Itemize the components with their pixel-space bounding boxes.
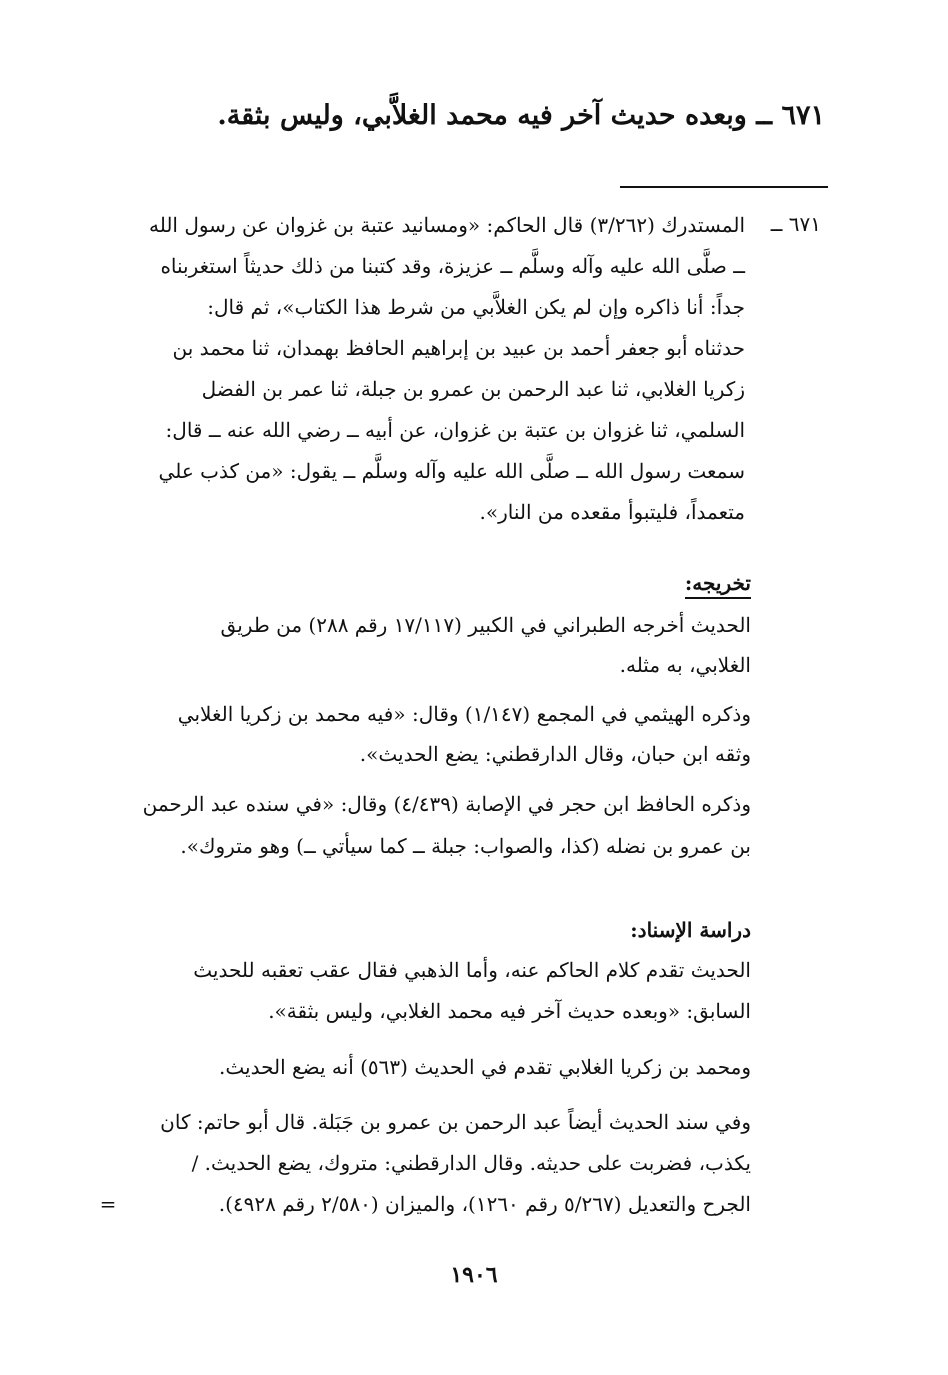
takhrij-line: وذكره الحافظ ابن حجر في الإصابة (٤/٤٣٩) وقال: «في سنده عبد الرحمن <box>142 792 751 816</box>
dirasa-line: وفي سند الحديث أيضاً عبد الرحمن بن عمرو بن جَبَلة. قال أبو حاتم: كان <box>160 1110 751 1134</box>
main-heading: ٦٧١ ــ وبعده حديث آخر فيه محمد الغلاَّبي، وليس بثقة. <box>217 100 825 131</box>
takhrij-line: الغلابي، به مثله. <box>619 653 751 677</box>
footnote-number: ٦٧١ ــ <box>770 212 821 236</box>
takhrij-line: وذكره الهيثمي في المجمع (١/١٤٧) وقال: «فيه محمد بن زكريا الغلابي <box>177 702 751 726</box>
footnote-line: سمعت رسول الله ــ صلَّى الله عليه وآله وسلَّم ــ يقول: «من كذب علي <box>158 459 745 483</box>
footnote-line: حدثناه أبو جعفر أحمد بن عبيد بن إبراهيم الحافظ بهمدان، ثنا محمد بن <box>172 336 745 360</box>
footnote-separator <box>620 186 828 188</box>
footnote-line: زكريا الغلابي، ثنا عبد الرحمن بن عمرو بن جبلة، ثنا عمر بن الفضل <box>201 377 745 401</box>
dirasa-line: الحديث تقدم كلام الحاكم عنه، وأما الذهبي فقال عقب تعقبه للحديث <box>193 958 751 982</box>
footnote-line: ــ صلَّى الله عليه وآله وسلَّم ــ عزيزة، وقد كتبنا من ذلك حديثاً استغربناه <box>160 254 745 278</box>
takhrij-line: الحديث أخرجه الطبراني في الكبير (١٧/١١٧ رقم ٢٨٨) من طريق <box>220 613 751 637</box>
footnote-line: متعمداً، فليتبوأ مقعده من النار». <box>479 500 745 524</box>
takhrij-section <box>131 570 751 900</box>
continuation-mark: = <box>99 1192 117 1216</box>
footnote-line: السلمي، ثنا غزوان بن عتبة بن غزوان، عن أبيه ــ رضي الله عنه ــ قال: <box>165 418 745 442</box>
takhrij-title: تخريجه: <box>685 571 751 599</box>
takhrij-line: وثقه ابن حبان، وقال الدارقطني: يضع الحديث». <box>359 742 751 766</box>
dirasa-line: السابق: «وبعده حديث آخر فيه محمد الغلابي، وليس بثقة». <box>268 999 751 1023</box>
dirasa-line: يكذب، فضربت على حديثه. وقال الدارقطني: متروك، يضع الحديث. / <box>191 1151 751 1175</box>
dirasa-line: ومحمد بن زكريا الغلابي تقدم في الحديث (٥٦٣) أنه يضع الحديث. <box>219 1055 751 1079</box>
dirasa-line: الجرح والتعديل (٥/٢٦٧ رقم ١٢٦٠)، والميزان (٢/٥٨٠ رقم ٤٩٢٨). <box>218 1192 751 1216</box>
dirasa-title: دراسة الإسناد: <box>630 918 751 942</box>
footnote-line: جداً: أنا ذاكره وإن لم يكن الغلاَّبي من شرط هذا الكتاب»، ثم قال: <box>207 295 745 319</box>
takhrij-line: بن عمرو بن نضله (كذا، والصواب: جبلة ــ كما سيأتي ــ) وهو متروك». <box>180 834 751 858</box>
page-number: ١٩٠٦ <box>450 1262 498 1288</box>
footnote-line: المستدرك (٣/٢٦٢) قال الحاكم: «ومسانيد عتبة بن غزوان عن رسول الله <box>148 213 745 237</box>
footnote-body <box>133 212 745 542</box>
dirasa-section <box>131 917 751 1247</box>
